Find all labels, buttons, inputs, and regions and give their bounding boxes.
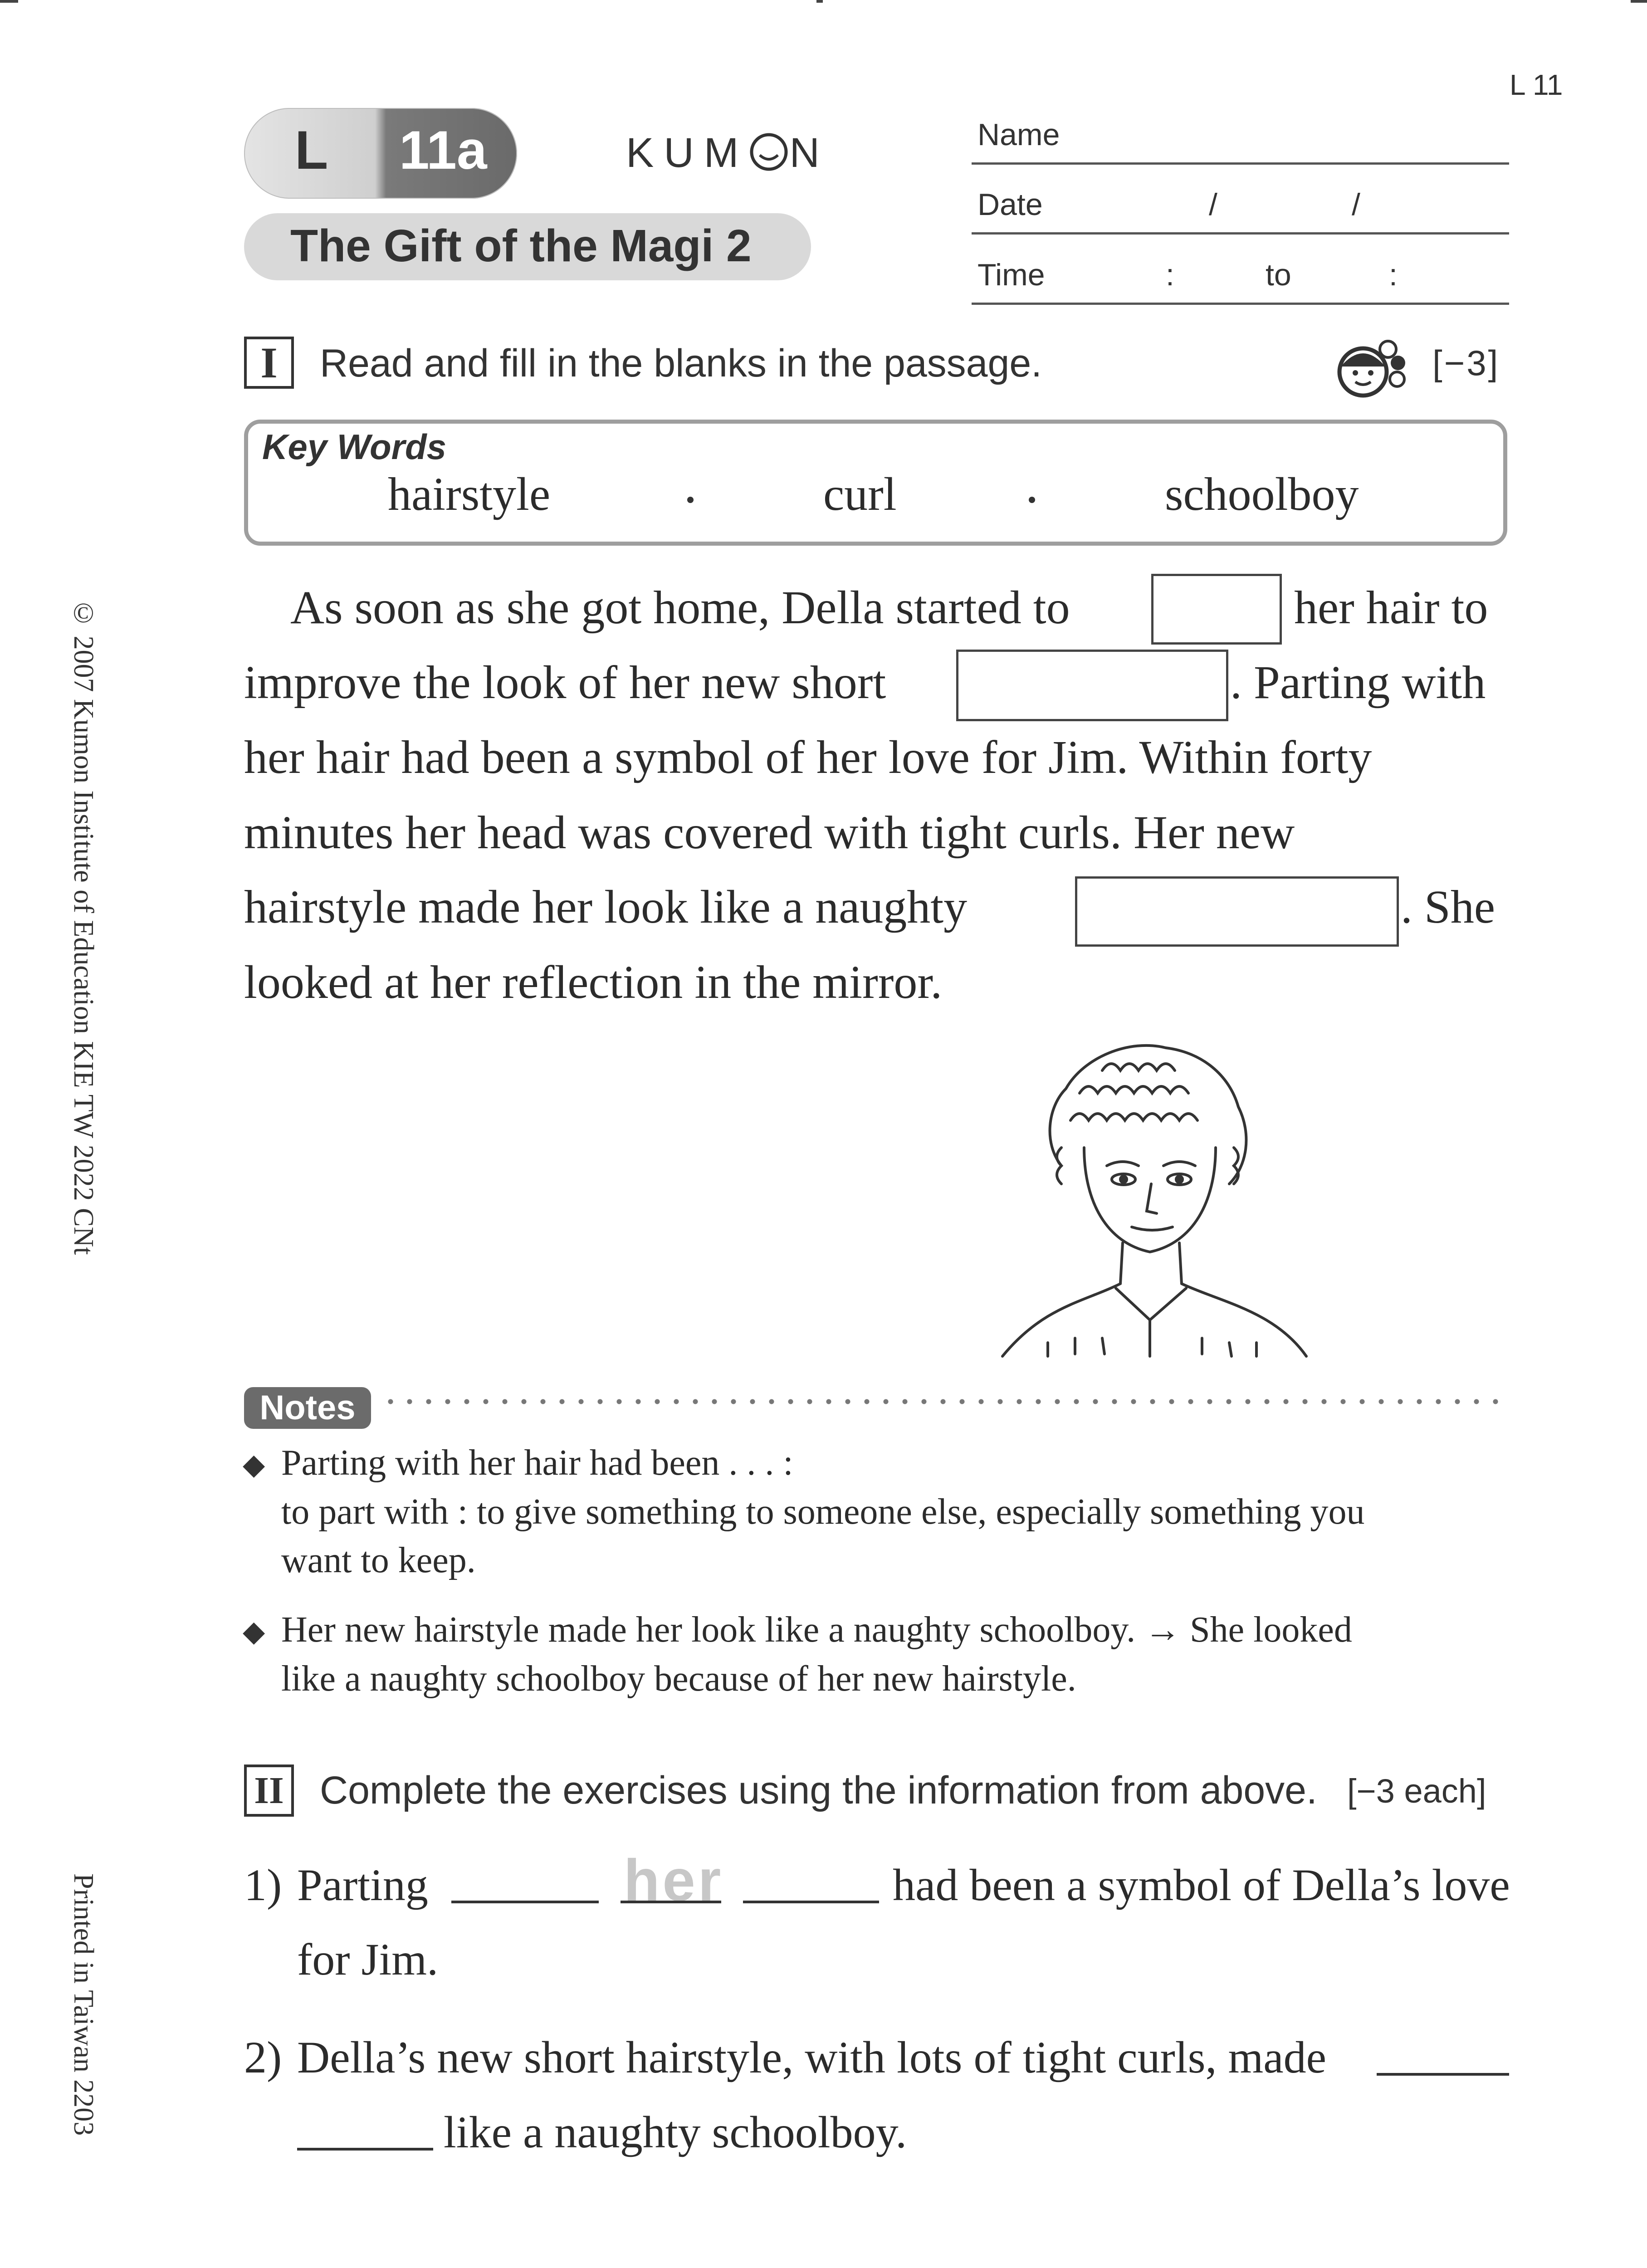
- exercise-1-number: 1): [244, 1860, 282, 1910]
- note-1-line-1: Parting with her hair had been . . . :: [281, 1443, 793, 1483]
- exercise-1-text-b: had been a symbol of Della’s love: [893, 1860, 1510, 1910]
- passage-blank-1[interactable]: [1151, 574, 1282, 645]
- level-letter: L: [295, 120, 328, 181]
- passage-line-4: minutes her head was covered with tight curls. Her new: [244, 807, 1295, 859]
- passage-line-6: looked at her reflection in the mirror.: [244, 956, 943, 1008]
- time-separator-2: :: [1389, 258, 1398, 292]
- time-label: Time: [977, 258, 1045, 292]
- date-label: Date: [977, 187, 1043, 222]
- section-1-instruction: Read and fill in the blanks in the passage.: [320, 342, 1042, 385]
- date-field[interactable]: [972, 232, 1509, 235]
- exercise-2-blank-1[interactable]: [1377, 2073, 1509, 2076]
- passage-line-3: her hair had been a symbol of her love for Jim. Within forty: [244, 731, 1372, 783]
- page-tick-left: [0, 0, 18, 3]
- logo-text-right: N: [789, 130, 830, 176]
- note-2-bullet: ◆: [243, 1615, 265, 1647]
- notes-badge: Notes: [244, 1387, 371, 1429]
- section-1-score: [−3]: [1432, 343, 1500, 383]
- time-to-label: to: [1266, 258, 1291, 292]
- kumon-logo: [626, 129, 830, 177]
- date-separator-1: /: [1209, 187, 1217, 222]
- page-tick-mid: [816, 0, 823, 3]
- exercise-1-text-a: Parting: [297, 1860, 428, 1910]
- time-separator-1: :: [1166, 258, 1174, 292]
- della-portrait-illustration: [993, 1030, 1320, 1374]
- key-words-title: Key Words: [262, 427, 446, 467]
- printed-text: Printed in Taiwan 2203: [68, 1873, 99, 2136]
- name-label: Name: [977, 117, 1060, 152]
- key-word-schoolboy: schoolboy: [1165, 468, 1359, 520]
- key-word-separator: [1029, 497, 1035, 503]
- curly-hair: [1050, 1046, 1246, 1184]
- copyright-text: © 2007 Kumon Institute of Education KIE TW 2022 CNt: [68, 598, 99, 1255]
- note-1-line-3: want to keep.: [281, 1540, 476, 1580]
- level-number: 11a: [399, 120, 487, 181]
- exercise-2-blank-2[interactable]: [297, 2148, 433, 2151]
- note-2-line-1: Her new hairstyle made her look like a naughty schoolboy. → She looked: [281, 1610, 1352, 1650]
- kumon-face-icon: [748, 132, 789, 172]
- page-tick-right: [1631, 0, 1647, 3]
- key-word-hairstyle: hairstyle: [388, 468, 551, 520]
- key-word-separator: [687, 497, 694, 503]
- exercise-2-number: 2): [244, 2032, 282, 2082]
- exercise-1-blank-2[interactable]: [621, 1901, 721, 1903]
- key-word-curl: curl: [823, 468, 897, 520]
- passage-line-5b: . She: [1401, 881, 1495, 933]
- section-2-instruction: Complete the exercises using the information from above.: [320, 1769, 1317, 1812]
- passage-line-1b: her hair to: [1294, 582, 1488, 634]
- neck-and-blouse: [1002, 1243, 1306, 1356]
- section-1-number: I: [244, 337, 294, 389]
- passage-blank-2[interactable]: [956, 650, 1228, 721]
- passage-line-2a: improve the look of her new short: [244, 656, 886, 709]
- time-field[interactable]: [972, 303, 1509, 305]
- passage-line-1a: As soon as she got home, Della started to: [290, 582, 1070, 634]
- section-2-number: II: [244, 1765, 294, 1817]
- face: [1084, 1148, 1216, 1252]
- date-separator-2: /: [1352, 187, 1360, 222]
- passage-line-5a: hairstyle made her look like a naughty: [244, 881, 968, 933]
- note-1-line-2: to part with : to give something to someone else, especially something you: [281, 1492, 1365, 1532]
- worksheet-title: The Gift of the Magi 2: [290, 220, 752, 271]
- notes-dotted-divider: [381, 1397, 1510, 1406]
- name-field[interactable]: [972, 162, 1509, 165]
- student-abc-icon: [1329, 331, 1420, 399]
- exercise-1-text-c: for Jim.: [297, 1934, 439, 1984]
- exercise-1-sample-answer: her: [624, 1847, 724, 1913]
- section-2-score: [−3 each]: [1347, 1772, 1486, 1810]
- exercise-1-blank-1[interactable]: [451, 1901, 599, 1903]
- logo-text-left: KUM: [626, 130, 749, 176]
- note-2-line-2: like a naughty schoolboy because of her new hairstyle.: [281, 1659, 1076, 1699]
- exercise-1-blank-3[interactable]: [743, 1901, 879, 1903]
- note-1-bullet: ◆: [243, 1448, 265, 1481]
- passage-line-2b: . Parting with: [1230, 656, 1486, 709]
- exercise-2-text-b: like a naughty schoolboy.: [444, 2107, 907, 2157]
- exercise-2-text-a: Della’s new short hairstyle, with lots of tight curls, made: [297, 2032, 1327, 2082]
- passage-blank-3[interactable]: [1075, 876, 1399, 947]
- page-code: L 11: [1510, 68, 1563, 101]
